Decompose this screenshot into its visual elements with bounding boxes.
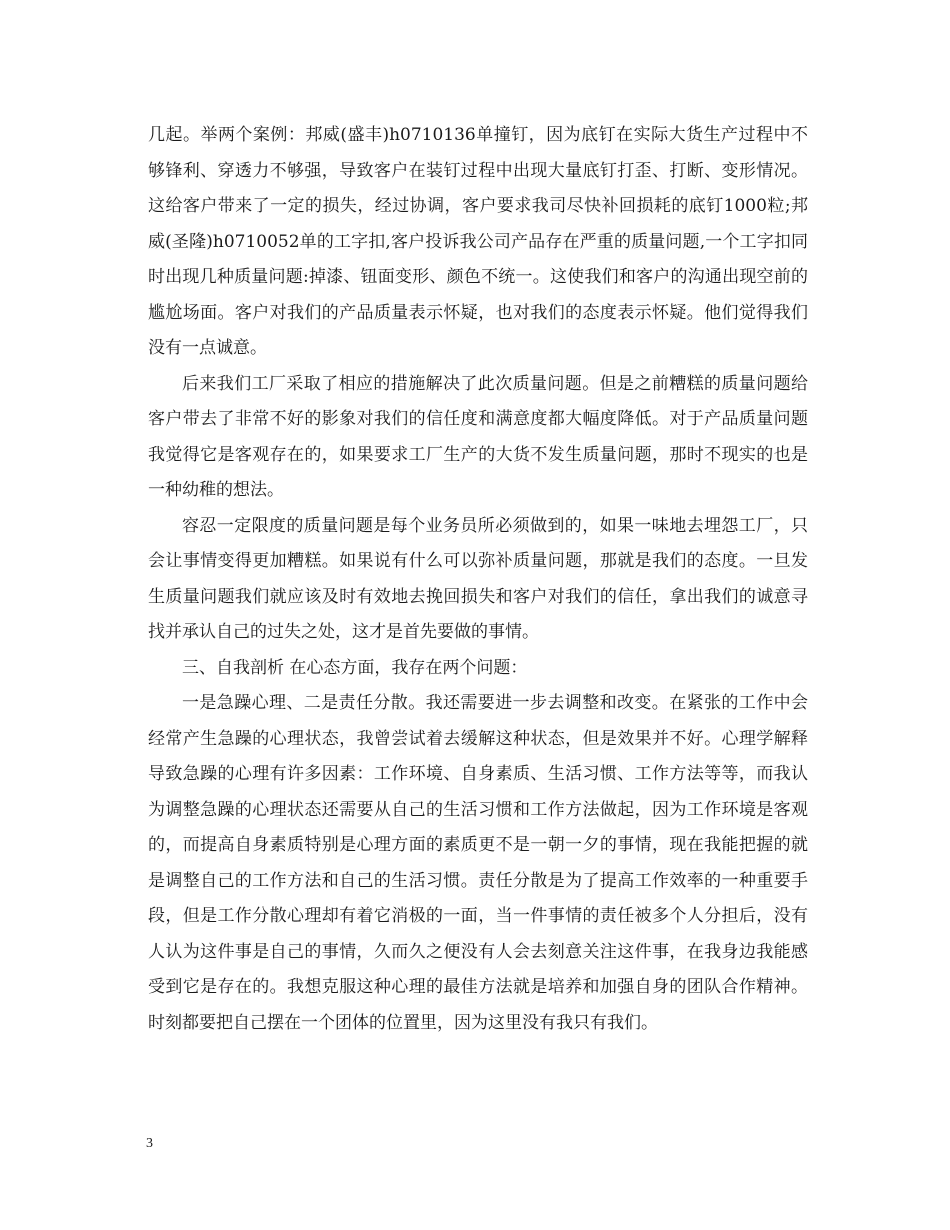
paragraph-two-problems: 一是急躁心理、二是责任分散。我还需要进一步去调整和改变。在紧张的工作中会经常产生急躁的心理状态，我曾尝试着去缓解这种状态，但是效果并不好。心理学解释导致急躁的心理有许多因素：工作环境、自身素质、生活习惯、工作方法等等，而我认为调整急躁的心理状态还需要从自己的生活习惯和工作方法做起，因为工作环境是客观的，而提高自身素质特别是心理方面的素质更不是一朝一夕的事情，现在我能把握的就是调整自己的工作方法和自己的生活习惯。责任分散是为了提高工作效率的一种重要手段，但是工作分散心理却有着它消极的一面，当一件事情的责任被多个人分担后，没有人认为这件事是自己的事情，久而久之便没有人会去刻意关注这件事，在我身边我能感受到它是存在的。我想克服这种心理的最佳方法就是培养和加强自身的团队合作精神。时刻都要把自己摆在一个团体的位置里，因为这里没有我只有我们。 xyxy=(148,693,808,1033)
document-body xyxy=(148,118,808,1041)
paragraph-factory-measures: 后来我们工厂采取了相应的措施解决了此次质量问题。但是之前糟糕的质量问题给客户带去了非常不好的影象对我们的信任度和满意度都大幅度降低。对于产品质量问题我觉得它是客观存在的，如果要求工厂生产的大货不发生质量问题，那时不现实的也是一种幼稚的想法。 xyxy=(148,373,808,500)
paragraph-tolerance: 容忍一定限度的质量问题是每个业务员所必须做到的，如果一味地去埋怨工厂，只会让事情变得更加糟糕。如果说有什么可以弥补质量问题，那就是我们的态度。一旦发生质量问题我们就应该及时有效地去挽回损失和客户对我们的信任，拿出我们的诚意寻找并承认自己的过失之处，这才是首先要做的事情。 xyxy=(148,515,808,642)
paragraph-quality-cases: 几起。举两个案例：邦威(盛丰)h0710136单撞钉，因为底钉在实际大货生产过程中不够锋利、穿透力不够强，导致客户在装钉过程中出现大量底钉打歪、打断、变形情况。这给客户带来了一定的损失，经过协调，客户要求我司尽快补回损耗的底钉1000粒;邦威(圣隆)h0710052单的工字扣,客户投诉我公司产品存在严重的质量问题,一个工字扣同时出现几种质量问题:掉漆、钮面变形、颜色不统一。这使我们和客户的沟通出现空前的尴尬场面。客户对我们的产品质量表示怀疑，也对我们的态度表示怀疑。他们觉得我们没有一点诚意。 xyxy=(148,125,808,358)
page-number: 3 xyxy=(146,1136,153,1151)
section-heading-self-analysis: 三、自我剖析 在心态方面，我存在两个问题： xyxy=(182,657,528,678)
